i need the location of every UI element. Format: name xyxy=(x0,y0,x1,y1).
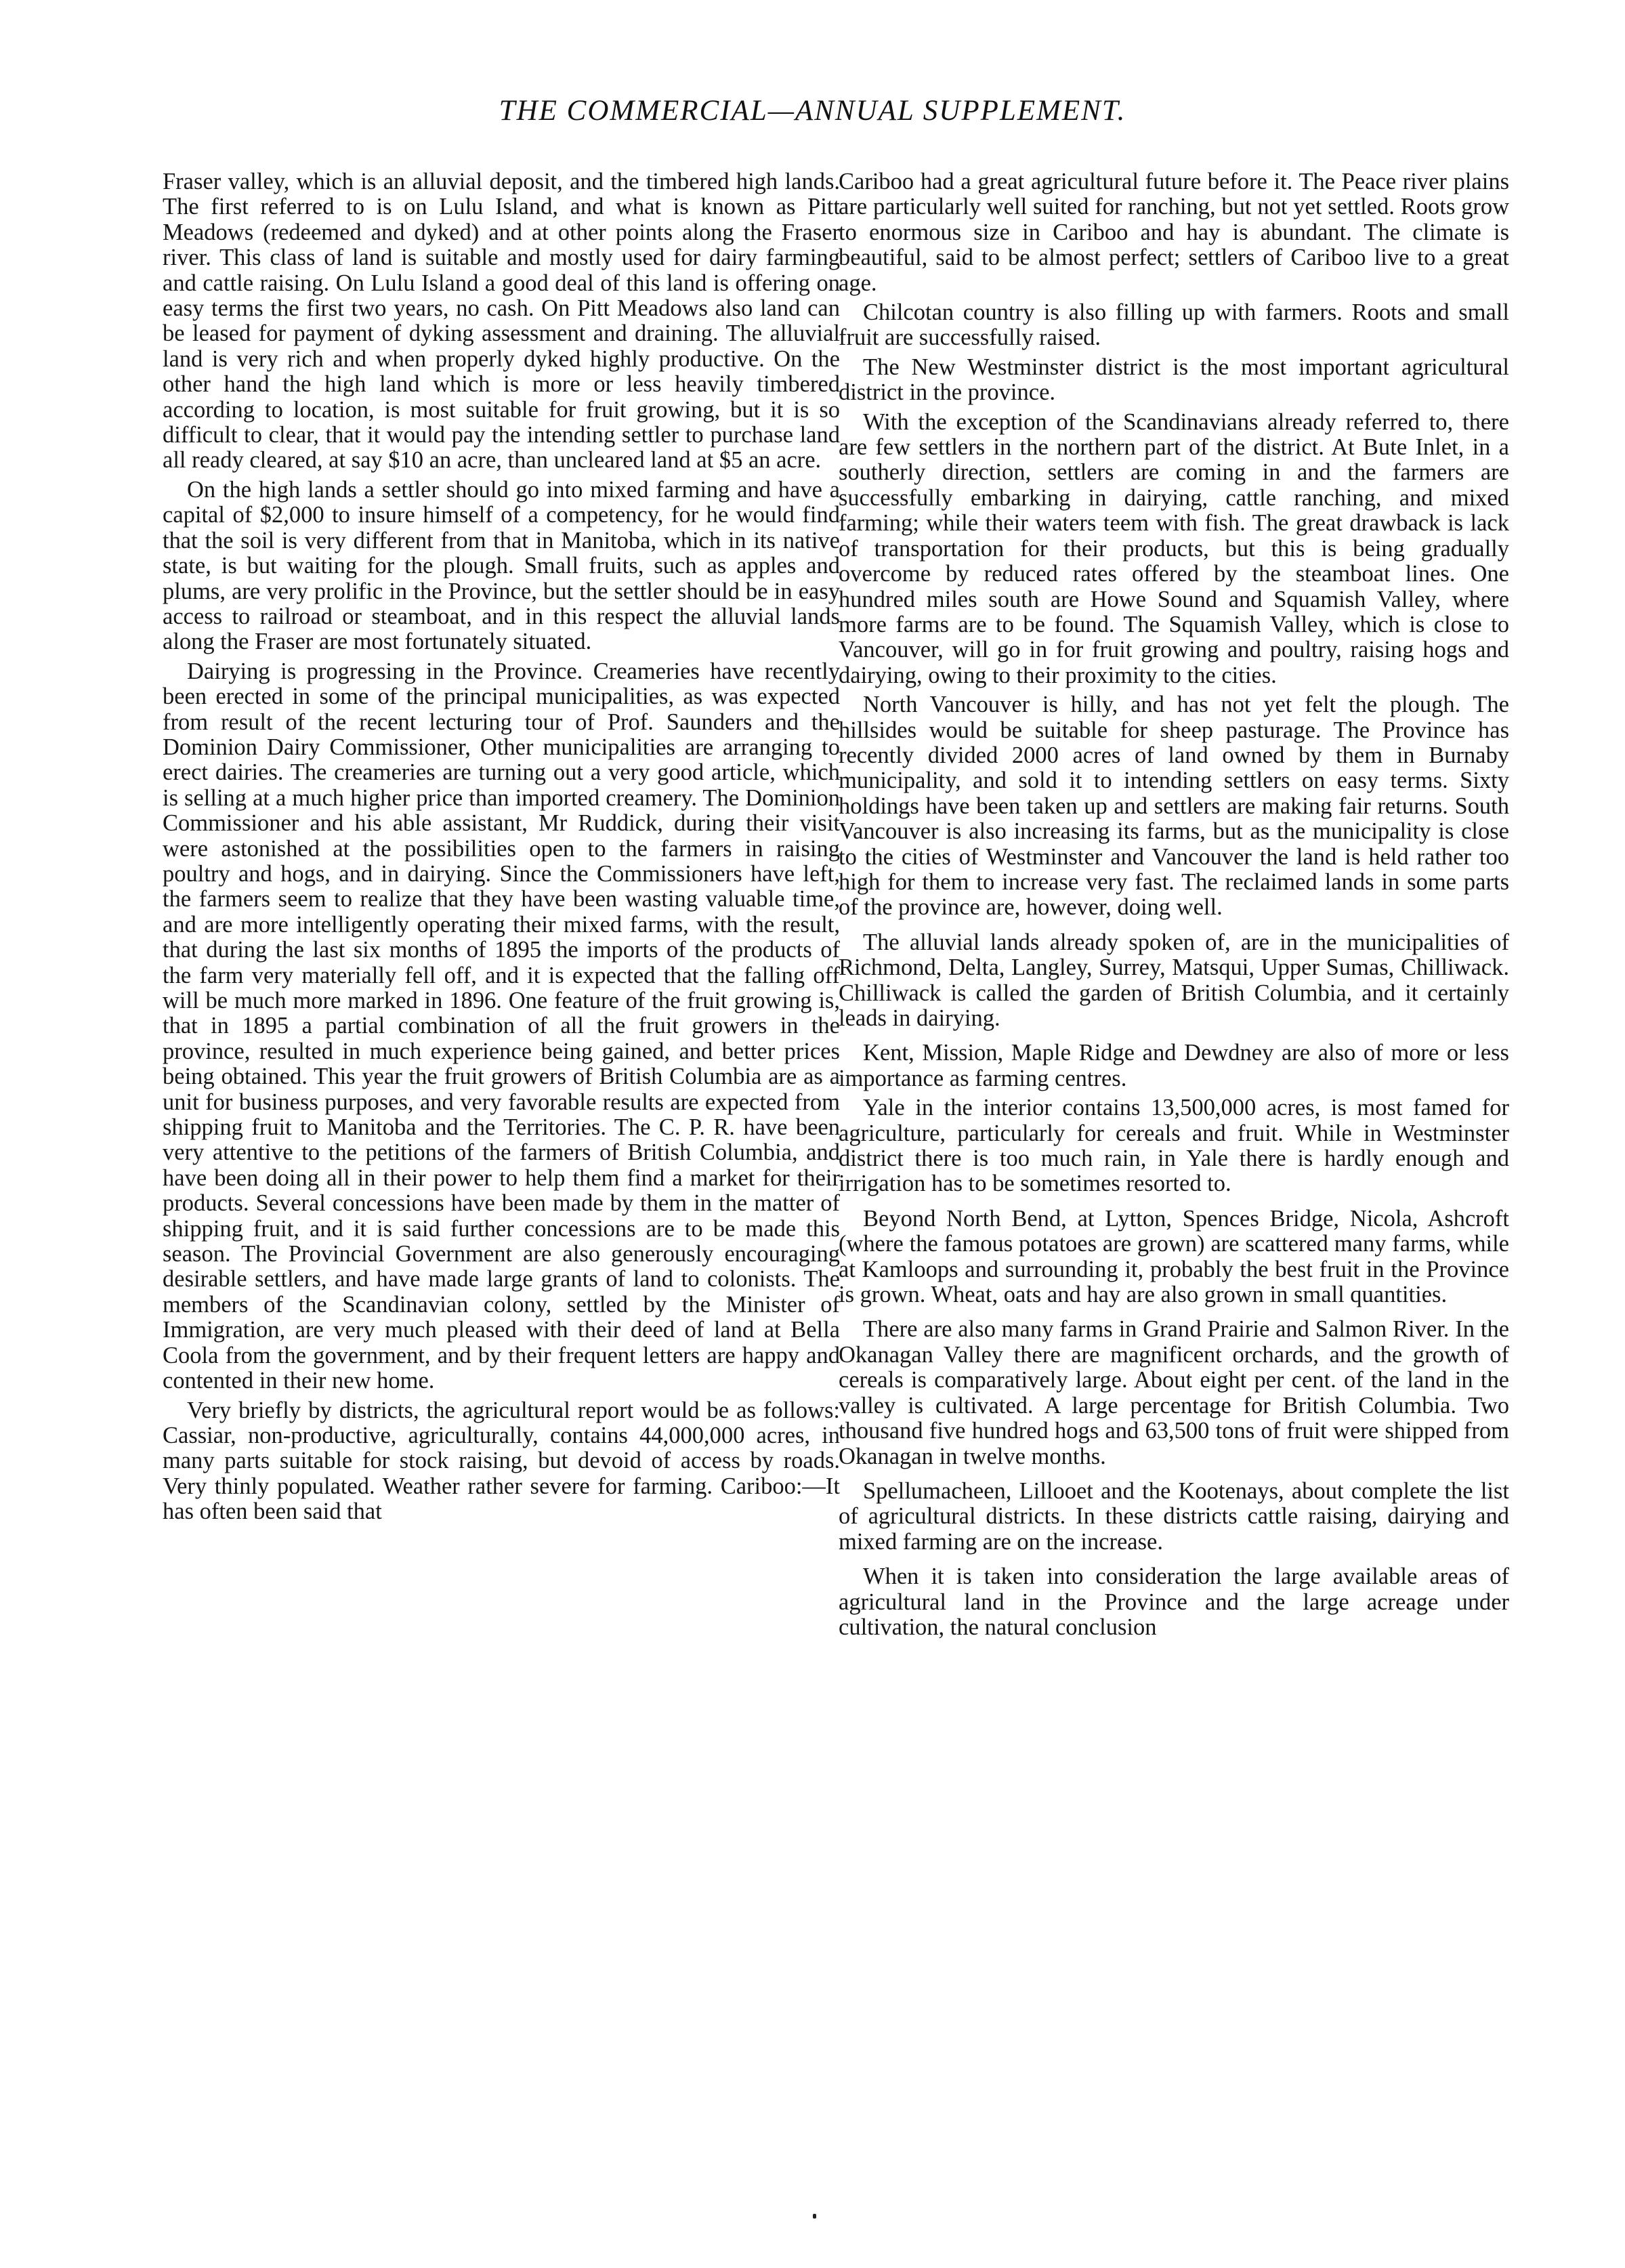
paragraph: Fraser valley, which is an alluvial deposit, and the timbered high lands. The first referred to is on Lulu Island, and what is known as Pitt Meadows (redeemed and dyked) and at other points along the Fraser river. This class of land is suitable and mostly used for dairy farming and cattle raising. On Lulu Island a good deal of this land is offering on easy terms the first two years, no cash. On Pitt Meadows also land can be leased for payment of dyking assessment and draining. The alluvial land is very rich and when properly dyked highly productive. On the other hand the high land which is more or less heavily timbered according to location, is most suitable for fruit growing, but it is so difficult to clear, that it would pay the intending settler to purchase land all ready cleared, at say $10 an acre, than uncleared land at $5 an acre. xyxy=(163,169,840,474)
ink-dot xyxy=(813,2214,816,2219)
paragraph: Spellumacheen, Lillooet and the Kootenays, about complete the list of agricultural districts. In these districts cattle raising, dairying and mixed farming are on the increase. xyxy=(839,1477,1509,1555)
paragraph: Yale in the interior contains 13,500,000 acres, is most famed for agriculture, particularly for cereals and fruit. While in Westminster district there is too much rain, in Yale there is hardly enough and irrigation has to be sometimes resorted to. xyxy=(839,1095,1509,1197)
paragraph: Cariboo had a great agricultural future before it. The Peace river plains are particularly well suited for ranching, but not yet settled. Roots grow to enormous size in Cariboo and hay is abundant. The climate is beautiful, said to be almost perfect; settlers of Cariboo live to a great age. xyxy=(839,169,1509,296)
paragraph: Kent, Mission, Maple Ridge and Dewdney are also of more or less importance as farming centres. xyxy=(839,1040,1509,1091)
paragraph: The alluvial lands already spoken of, are in the municipalities of Richmond, Delta, Langley, Surrey, Matsqui, Upper Sumas, Chilliwack. Chilliwack is called the garden of British Columbia, and it certainly leads in dairying. xyxy=(839,929,1509,1031)
paragraph: On the high lands a settler should go into mixed farming and have a capital of $2,000 to insure himself of a competency, for he would find that the soil is very different from that in Manitoba, which in its native state, is but waiting for the plough. Small fruits, such as apples and plums, are very prolific in the Province, but the settler should be in easy access to railroad or steamboat, and in this respect the alluvial lands along the Fraser are most fortunately situated. xyxy=(163,476,840,655)
page-header: THE COMMERCIAL—ANNUAL SUPPLEMENT. xyxy=(499,95,1126,127)
paragraph: The New Westminster district is the most important agricultural district in the province. xyxy=(839,354,1509,406)
paragraph: Dairying is progressing in the Province. Creameries have recently been erected in some of the principal municipalities, as was expected from result of the recent lecturing tour of Prof. Saunders and the Dominion Dairy Commissioner, Other municipalities are arranging to erect dairies. The creameries are turning out a very good article, which is selling at a much higher price than imported creamery. The Dominion Commissioner and his able assistant, Mr Ruddick, during their visit were astonished at the possibilities open to the farmers in raising poultry and hogs, and in dairying. Since the Commissioners have left, the farmers seem to realize that they have been wasting valuable time, and are more intelligently operating their mixed farms, with the result, that during the last six months of 1895 the imports of the products of the farm very materially fell off, and it is expected that the falling off will be much more marked in 1896. One feature of the fruit growing is, that in 1895 a partial combination of all the fruit growers in the province, resulted in much experience being gained, and better prices being obtained. This year the fruit growers of British Columbia are as a unit for business purposes, and very favorable results are expected from shipping fruit to Manitoba and the Territories. The C. P. R. have been very attentive to the petitions of the farmers of British Columbia, and have been doing all in their power to help them find a market for their products. Several concessions have been made by them in the matter of shipping fruit, and it is said further concessions are to be made this season. The Provincial Government are also generously encouraging desirable settlers, and have made large grants of land to colonists. The members of the Scandinavian colony, settled by the Minister of Immigration, are very much pleased with their deed of land at Bella Coola from the government, and by their frequent letters are happy and contented in their new home. xyxy=(163,658,840,1394)
paragraph: There are also many farms in Grand Prairie and Salmon River. In the Okanagan Valley there are magnificent orchards, and the growth of cereals is comparatively large. About eight per cent. of the land in the valley is cultivated. A large percentage for British Columbia. Two thousand five hundred hogs and 63,500 tons of fruit were shipped from Okanagan in twelve months. xyxy=(839,1316,1509,1469)
paragraph: Chilcotan country is also filling up with farmers. Roots and small fruit are successfully raised. xyxy=(839,299,1509,351)
paragraph: North Vancouver is hilly, and has not yet felt the plough. The hillsides would be suitable for sheep pasturage. The Province has recently divided 2000 acres of land owned by them in Burnaby municipality, and sold it to intending settlers on easy terms. Sixty holdings have been taken up and settlers are making fair returns. South Vancouver is also increasing its farms, but as the municipality is close to the cities of Westminster and Vancouver the land is held rather too high for them to increase very fast. The reclaimed lands in some parts of the province are, however, doing well. xyxy=(839,692,1509,921)
left-column xyxy=(163,169,840,1529)
paragraph: Very briefly by districts, the agricultural report would be as follows: Cassiar, non-productive, agriculturally, contains 44,000,000 acres, in many parts suitable for stock raising, but devoid of access by roads. Very thinly populated. Weather rather severe for farming. Cariboo:—It has often been said that xyxy=(163,1397,840,1525)
right-column xyxy=(839,169,1509,1644)
paragraph: When it is taken into consideration the large available areas of agricultural land in the Province and the large acreage under cultivation, the natural conclusion xyxy=(839,1563,1509,1640)
paragraph: With the exception of the Scandinavians already referred to, there are few settlers in the northern part of the district. At Bute Inlet, in a southerly direction, settlers are coming in and the farmers are successfully embarking in dairying, cattle ranching, and mixed farming; while their waters teem with fish. The great drawback is lack of transportation for their products, but this is being gradually overcome by reduced rates offered by the steamboat lines. One hundred miles south are Howe Sound and Squamish Valley, where more farms are to be found. The Squamish Valley, which is close to Vancouver, will go in for fruit growing and poultry, raising hogs and dairying, owing to their proximity to the cities. xyxy=(839,408,1509,688)
paragraph: Beyond North Bend, at Lytton, Spences Bridge, Nicola, Ashcroft (where the famous potatoes are grown) are scattered many farms, while at Kamloops and surrounding it, probably the best fruit in the Province is grown. Wheat, oats and hay are also grown in small quantities. xyxy=(839,1205,1509,1308)
